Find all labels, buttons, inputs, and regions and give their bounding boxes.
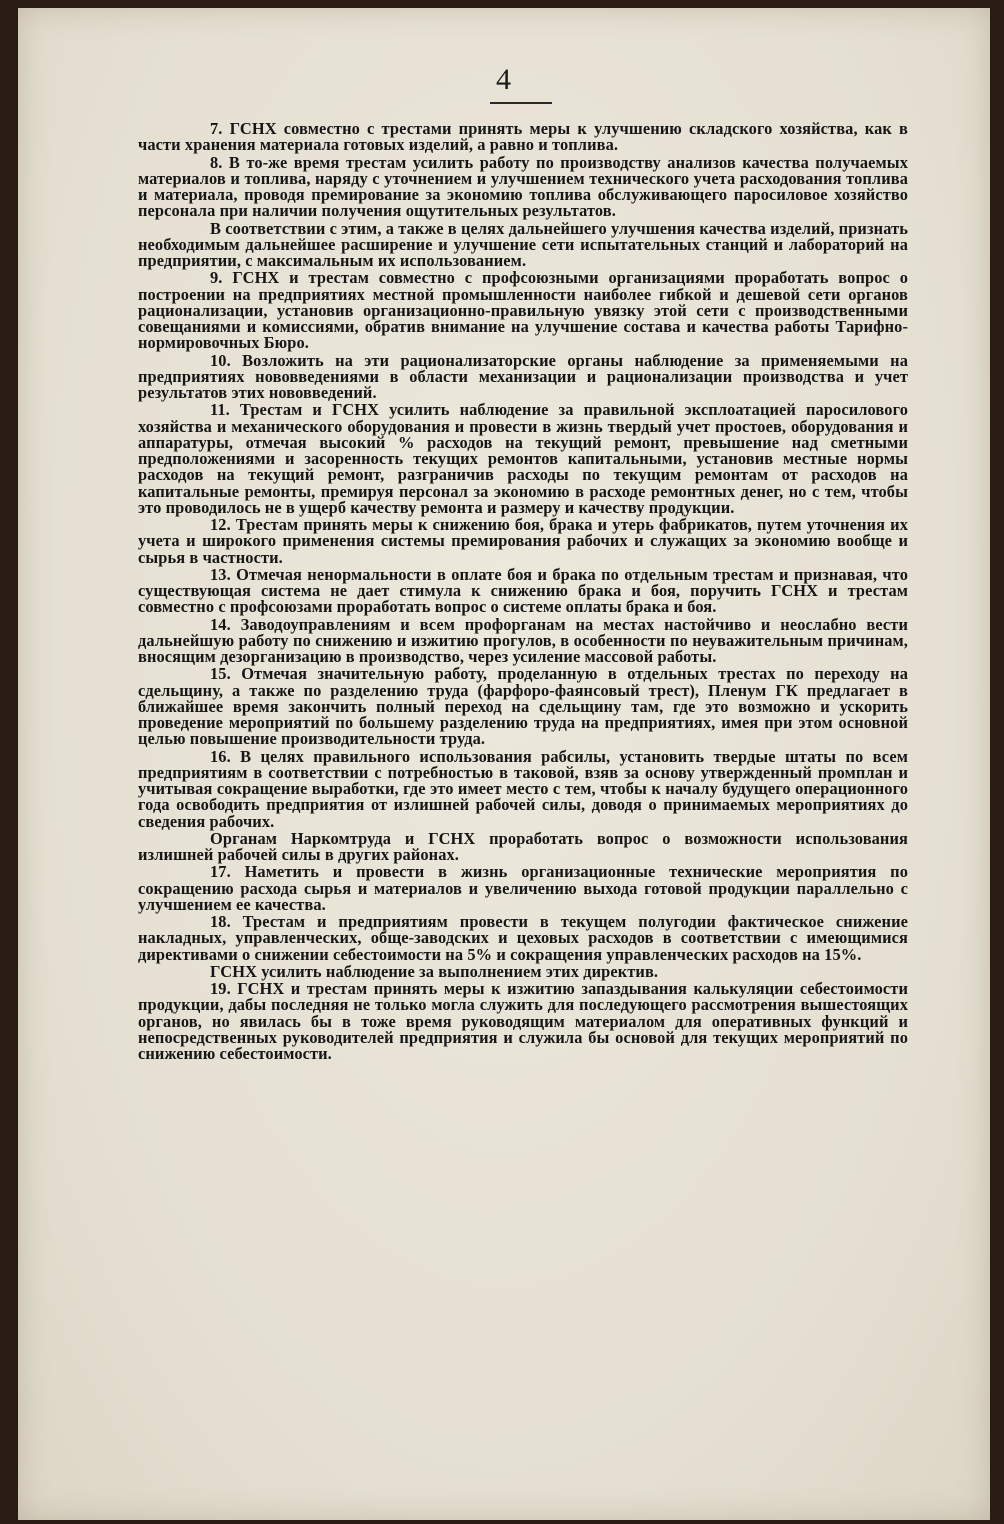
paragraph-9: 9. ГСНХ и трестам совместно с профсоюзными организациями проработать вопрос о построении на предприятиях местной промышленности наиболее гибкой и дешевой сети органов рационализации, установив организационно-правильную увязку этой сети с производственными совещаниями и комиссиями, обратив внимание на улучшение состава и качества работы Тарифно-нормировочных Бюро. xyxy=(138,268,908,353)
paragraph-8: 8. В то-же время трестам усилить работу по производству анализов качества получаемых материалов и топлива, наряду с уточнением и улучшением технического учета расходования топлива и материала, проводя премирование за экономию топлива обслуживающего паросиловое хозяйство персонала при наличии получения ощутительных результатов. xyxy=(138,152,908,221)
paragraph-7: 7. ГСНХ совместно с трестами принять меры к улучшению складского хозяйства, как в части хранения материала готовых изделий, а равно и топлива. xyxy=(138,119,908,155)
paragraph-15: 15. Отмечая значительную работу, проделанную в отдельных трестах по переходу на сдельщину, а также по разделению труда (фарфоро-фаянсовый трест), Пленум ГК предлагает в ближайшее время закончить полный переход на сдельщину там, где это возможно и ускорить проведение мероприятий по большему разделению труда на предприятиях, имея при этом основной целью повышение производительности труда. xyxy=(138,664,908,749)
paragraph-11: 11. Трестам и ГСНХ усилить наблюдение за правильной эксплоатацией паросилового хозяйства и механического оборудования и провести в жизнь твердый учет простоев, оборудования и аппаратуры, отмечая высокий % расходов на текущий ремонт, превышение над сметными предположениями и засоренность текущих ремонтов капитальными, установив местные нормы расходов на текущий ремонт, разграничив расходы по текущим ремонтам от расходов на капитальные ремонты, премируя персонал за экономию в расходе ремонтных денег, но с тем, чтобы это проводилось не в ущерб качеству ремонта и размеру и качеству продукции. xyxy=(138,400,908,517)
document-body xyxy=(138,121,908,1063)
paragraph-10: 10. Возложить на эти рационализаторские органы наблюдение за применяемыми на предприятиях нововведениями в области механизации и рационализации производства и учет результатов этих нововведений. xyxy=(138,350,908,402)
document-page xyxy=(18,8,990,1520)
paragraph-12: 12. Трестам принять меры к снижению боя, брака и утерь фабрикатов, путем уточнения их учета и широкого применения системы премирования рабочих и служащих за экономию вообще и сырья в частности. xyxy=(138,515,908,567)
paragraph-19: 19. ГСНХ и трестам принять меры к изжитию запаздывания калькуляции себестоимости продукции, дабы последняя не только могла служить для последующего рассмотрения вышестоящих органов, но явилась бы в тоже время руководящим материалом для оперативных функций и непосредственных руководителей предприятия и служила бы основой для текущих мероприятий по снижению себестоимости. xyxy=(138,979,908,1063)
paragraph-16: 16. В целях правильного использования рабсилы, установить твердые штаты по всем предприятиям в соответствии с потребностью в таковой, взяв за основу утвержденный промплан и учитывая сокращение выработки, где это имеет место с тем, чтобы к началу будущего операционного года освободить предприятия от излишней рабочей силы, доводя о принимаемых мероприятиях до сведения рабочих. xyxy=(138,746,908,831)
paragraph-8-continuation: В соответствии с этим, а также в целях дальнейшего улучшения качества изделий, признать необходимым дальнейшее расширение и улучшение сети испытательных станций и лабораторий на предприятии, с максимальным их использованием. xyxy=(138,218,908,270)
paragraph-16-continuation: Органам Наркомтруда и ГСНХ проработать вопрос о возможности использования излишней рабочей силы в других районах. xyxy=(138,828,908,864)
paragraph-13: 13. Отмечая ненормальности в оплате боя и брака по отдельным трестам и признавая, что существующая система не дает стимула к снижению брака и боя, поручить ГСНХ и трестам совместно с профсоюзами проработать вопрос о системе оплаты брака и боя. xyxy=(138,564,908,617)
page-number: 4 xyxy=(496,63,512,96)
paragraph-18: 18. Трестам и предприятиям провести в текущем полугодии фактическое снижение накладных, управленческих, обще-заводских и цеховых расходов в соответствии с имеющимися директивами о снижении себестоимости на 5% и сокращения управленческих расходов на 15%. xyxy=(138,912,908,964)
page-number-underline xyxy=(490,102,552,104)
paragraph-14: 14. Заводоуправлениям и всем профорганам на местах настойчиво и неослабно вести дальнейшую работу по снижению и изжитию прогулов, в особенности по неуважительным причинам, вносящим дезорганизацию в производство, через усиление массовой работы. xyxy=(138,614,908,666)
paragraph-18-continuation: ГСНХ усилить наблюдение за выполнением этих директив. xyxy=(210,961,659,981)
paragraph-17: 17. Наметить и провести в жизнь организационные технические мероприятия по сокращению расхода сырья и материалов и увеличению выхода готовой продукции параллельно с улучшением ее качества. xyxy=(138,862,908,914)
